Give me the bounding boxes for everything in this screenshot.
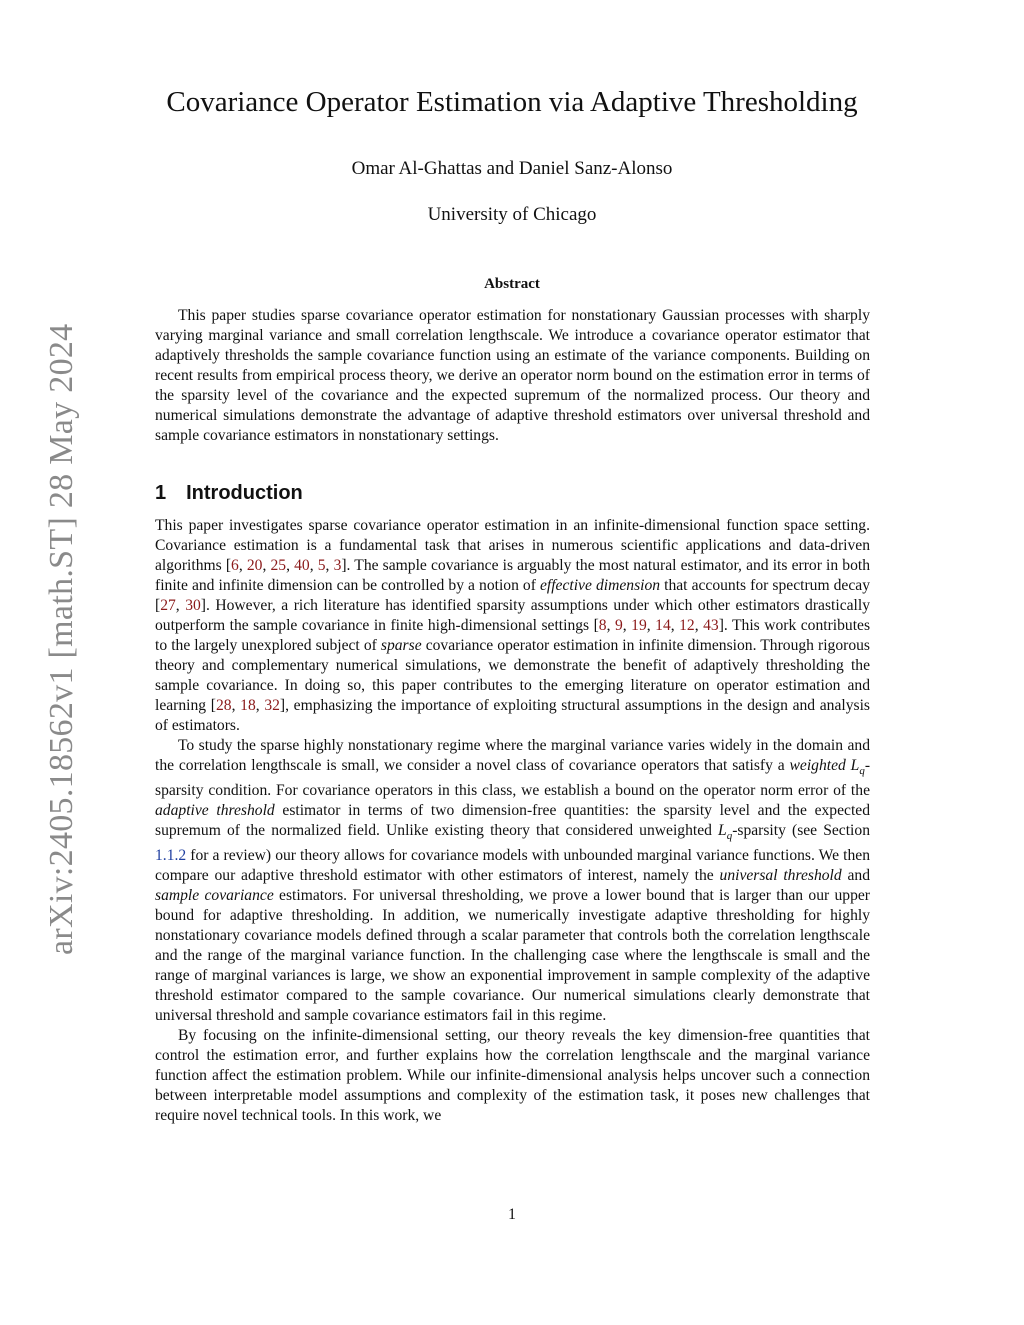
citation-link[interactable]: 18 [240,697,256,714]
text-run: estimators. For universal thresholding, we prove a lower bound that is larger than our upper bound for adaptive thresholding. In addition, we numerically investigate adaptive thresholding for highly nonstationary covariance models defined through a scalar parameter that controls both the correlation lengthscale and the range of the marginal variance function. In the challenging case where the lengthscale is small and the range of marginal variances is large, we show an exponential improvement in sample complexity of the adaptive threshold estimator compared to the sample covariance. Our numerical simulations clearly demonstrate that universal threshold and sample covariance estimators fail in this regime. [155,887,870,1025]
math-q: q [859,765,865,778]
emphasis: sample covariance [155,887,274,905]
emphasis: sparse [380,637,422,654]
citation-separator: , [646,617,656,634]
math-L: L [850,757,860,774]
citation-separator: , [286,557,295,574]
citation-link[interactable]: 20 [246,557,263,574]
citation-link[interactable]: 6 [231,557,239,574]
paragraph-3: By focusing on the infinite-dimensional setting, our theory reveals the key dimension-free quantities that control the estimation error, and further explains how the correlation lengthscale and the marginal variance function affect the estimation problem. While our infinite-dimensional analysis helps uncover such a connection between interpretable model assumptions and complexity of the estimation task, it poses new challenges that require novel technical tools. In this work, we [155,1027,870,1125]
emphasis: weighted [789,757,846,774]
citation-separator: , [325,557,334,574]
paper-title: Covariance Operator Estimation via Adaptive Thresholding [166,86,858,118]
citation-separator: , [255,697,265,714]
citation-separator: , [670,617,680,634]
citation-separator: , [309,557,318,574]
citation-link[interactable]: 27 [160,597,176,614]
citation-link[interactable]: 32 [264,697,280,714]
section-title: Introduction [186,482,303,504]
citation-separator: , [175,597,186,614]
citation-separator: , [262,557,271,574]
page-number: 1 [508,1206,516,1223]
citation-separator: , [694,617,704,634]
text-run: ], emphasizing the importance of exploiting structural assumptions in the design and analysis of estimators. [155,697,871,734]
citation-link[interactable]: 43 [703,617,719,634]
text-run: To study the sparse highly nonstationary regime where the marginal variance varies widely in the domain and the correlation lengthscale is small, we consider a novel class of covariance operators that satisfy a [155,737,870,774]
text-run: ]. However, a rich literature has identified sparsity assumptions under which other estimators drastically outperform the sample covariance in finite high-dimensional settings [ [155,597,870,634]
text-run: and [841,867,870,885]
text-run: estimator in terms of two dimension-free quantities: the sparsity level and the expected supremum of the normalized field. Unlike existing theory that considered unweighted [155,802,870,840]
citation-link[interactable]: 12 [679,617,695,634]
citation-link[interactable]: 3 [333,557,342,574]
citation-group [160,597,201,614]
text-run: ]. This work contributes to the largely unexplored subject of [155,617,871,654]
citation-group [231,557,341,574]
citation-separator: , [622,617,632,634]
math-q: q [726,830,733,843]
section-number: 1 [155,482,167,504]
citation-link[interactable]: 28 [215,697,232,714]
text-run: -sparsity condition. For covariance operators in this class, we establish a bound on the operator norm error of the [155,757,871,800]
abstract-heading: Abstract [484,276,540,292]
text-run: that accounts for spectrum decay [ [155,577,870,614]
citation-link[interactable]: 14 [655,617,671,634]
section-heading [155,482,303,505]
citation-link[interactable]: 9 [614,617,623,634]
citation-link[interactable]: 30 [185,597,201,614]
text-run: for a review) our theory allows for covariance models with unbounded marginal variance functions. We then compare our adaptive threshold estimator with other estimators of interest, namely the [155,847,870,885]
introduction-body [155,516,870,1126]
text-run: -sparsity (see Section [732,822,870,840]
emphasis: universal threshold [719,867,842,885]
abstract-text: This paper studies sparse covariance operator estimation for nonstationary Gaussian processes with sharply varying marginal variance and small correlation lengthscale. We introduce a covariance operator estimator that adaptively thresholds the sample covariance function using an estimate of the variance components. Building on recent results from empirical process theory, we derive an operator norm bound on the estimation error in terms of the sparsity level of the covariance and the expected supremum of the normalized process. Our theory and numerical simulations demonstrate the advantage of adaptive threshold estimators over universal threshold and sample covariance estimators in nonstationary settings. [155,307,870,444]
paper-authors: Omar Al-Ghattas and Daniel Sanz-Alonso [351,158,673,179]
paragraph-1 [155,516,870,736]
citation-separator: , [231,697,241,714]
paragraph-2 [155,736,870,1026]
citation-link[interactable]: 25 [270,557,287,574]
citation-group [599,617,719,634]
citation-link[interactable]: 40 [294,557,310,574]
text-run: ]. The sample covariance is arguably the most natural estimator, and its error in both finite and infinite dimension can be controlled by a notion of [155,557,870,594]
citation-group [216,697,280,714]
section-link[interactable]: 1.1.2 [155,847,187,865]
citation-separator: , [238,557,247,574]
text-run: This paper investigates sparse covariance operator estimation in an infinite-dimensional function space setting. Covariance estimation is a fundamental task that arises in numerous scientific applications and data-driven algorithms [ [155,517,870,574]
citation-link[interactable]: 19 [631,617,647,634]
citation-link[interactable]: 5 [317,557,326,574]
emphasis: adaptive threshold [155,802,275,820]
paper-affiliation: University of Chicago [427,204,597,225]
arxiv-identifier[interactable]: arXiv:2405.18562v1 [math.ST] 28 May 2024 [43,323,80,955]
citation-link[interactable]: 8 [598,617,607,634]
math-L: L [718,822,727,840]
citation-separator: , [606,617,615,634]
emphasis: effective dimension [539,577,661,594]
text-run: covariance operator estimation in infinite dimension. Through rigorous theory and complementary numerical simulations, we demonstrate the benefit of adaptively thresholding the sample covariance. In doing so, this paper contributes to the emerging literature on operator estimation and learning [ [155,637,870,714]
